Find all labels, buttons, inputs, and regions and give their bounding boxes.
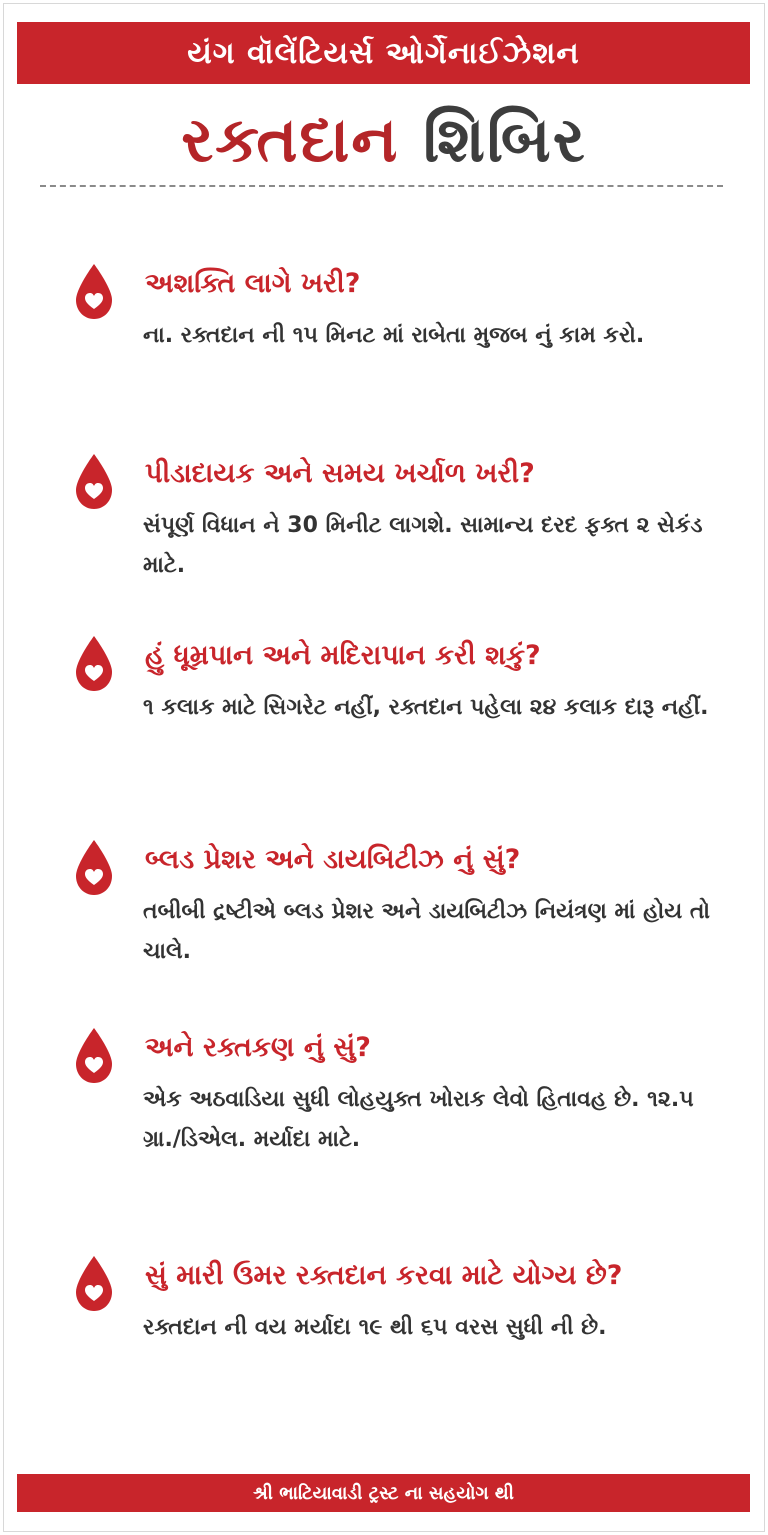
faq-answer: સંપૂર્ણ વિધાન ને 30 મિનીટ લાગશે. સામાન્ય દરદ ફક્ત ૨ સેકંડ માટે.	[143, 513, 703, 578]
faq-answer: રક્તદાન ની વય મર્યાદા ૧૯ થી ૬૫ વરસ સુધી ની છે.	[143, 1315, 607, 1340]
faq-question: સું મારી ઉમર રક્તદાન કરવા માટે યોગ્ય છે?	[145, 1260, 623, 1291]
blood-drop-heart-icon	[72, 452, 116, 512]
page-frame	[3, 3, 765, 1532]
faq-question: હું ધૂમ્રપાન અને મદિરાપાન કરી શકું?	[145, 640, 541, 671]
faq-answer: તબીબી દ્રષ્ટીએ બ્લડ પ્રેશર અને ડાયબિટીઝ નિયંત્રણ માં હોય તો ચાલે.	[143, 899, 710, 964]
faq-question: અને રક્તકણ નું સું?	[145, 1032, 371, 1063]
title-camp: શિબિર	[423, 103, 587, 176]
faq-answer: ૧ કલાક માટે સિગરેટ નહીં, રક્તદાન પહેલા ૨૪ કલાક દારૂ નહીં.	[143, 695, 709, 720]
organization-name: યંગ વૉલેંટિયર્સ ઓર્ગેનાઈઝેશન	[187, 35, 580, 71]
sponsor-footer-banner	[17, 1474, 750, 1512]
faq-answer: એક અઠવાડિયા સુધી લોહયુક્ત ખોરાક લેવો હિતાવહ છે. ૧૨.૫ ગ્રા./ડિએલ. મર્યાદા માટે.	[143, 1087, 694, 1152]
blood-drop-heart-icon	[72, 838, 116, 898]
organization-banner	[17, 22, 750, 84]
faq-question: અશક્તિ લાગે ખરી?	[145, 268, 361, 299]
blood-drop-heart-icon	[72, 262, 116, 322]
dashed-divider	[40, 185, 723, 187]
faq-question: બ્લડ પ્રેશર અને ડાયબિટીઝ નું સું?	[145, 844, 521, 875]
page-title	[0, 100, 768, 180]
blood-drop-heart-icon	[72, 1254, 116, 1314]
blood-drop-heart-icon	[72, 634, 116, 694]
faq-answer: ના. રક્તદાન ની ૧૫ મિનટ માં રાબેતા મુજબ નું કામ કરો.	[143, 323, 645, 348]
blood-drop-heart-icon	[72, 1026, 116, 1086]
title-blood-donation: રક્તદાન	[181, 103, 400, 176]
sponsor-text: શ્રી ભાટિયાવાડી ટ્રસ્ટ ના સહયોગ થી	[253, 1482, 514, 1504]
faq-question: પીડાદાયક અને સમય ખર્ચાળ ખરી?	[145, 458, 535, 489]
